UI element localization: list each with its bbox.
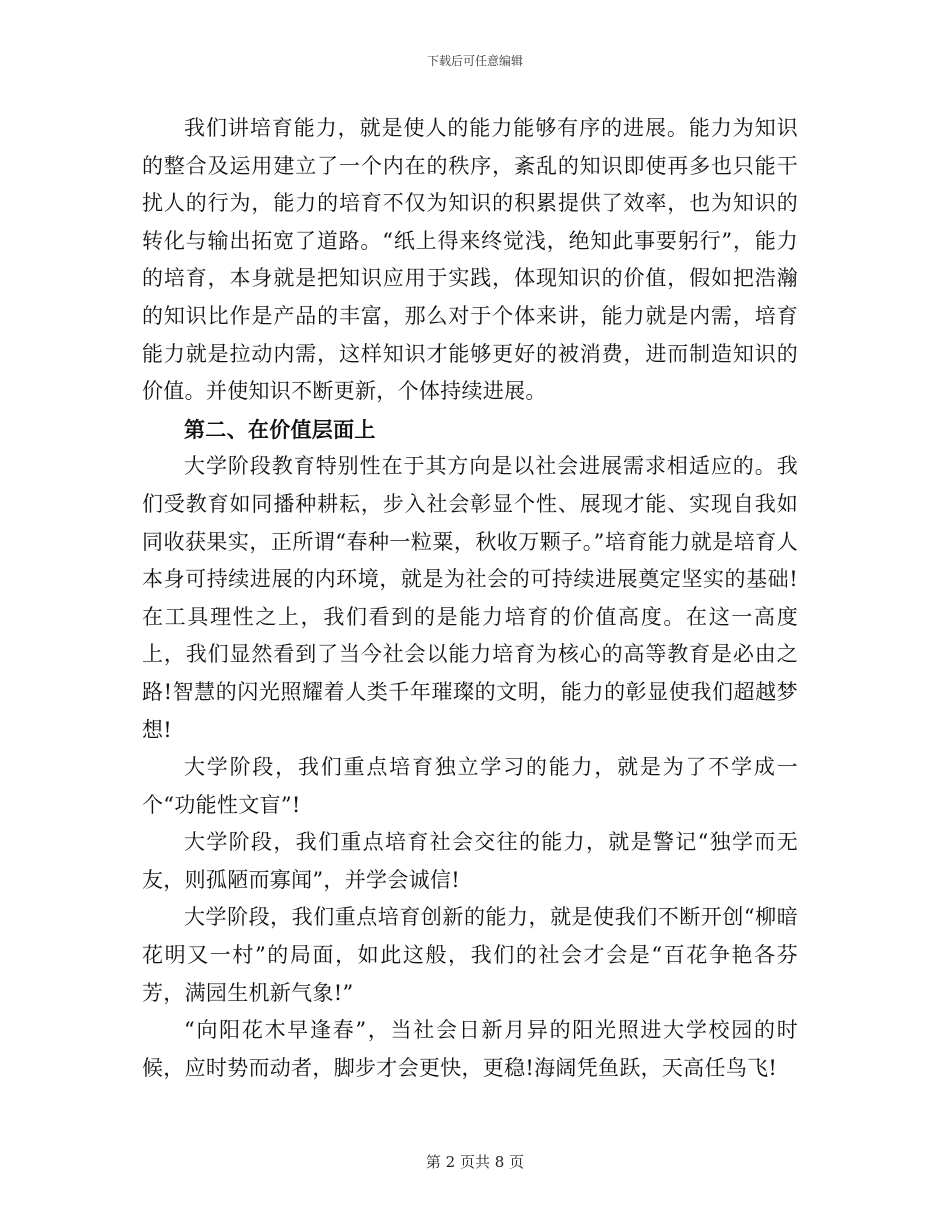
body-paragraph: 我们讲培育能力，就是使人的能力能够有序的进展。能力为知识的整合及运用建立了一个内在的秩序，紊乱的知识即使再多也只能干扰人的行为，能力的培育不仅为知识的积累提供了效率，也为知识的转化与输出拓宽了道路。“纸上得来终觉浅，绝知此事要躬行”，能力的培育，本身就是把知识应用于实践，体现知识的价值，假如把浩瀚的知识比作是产品的丰富，那么对于个体来讲，能力就是内需，培育能力就是拉动内需，这样知识才能够更好的被消费，进而制造知识的价值。并使知识不断更新，个体持续进展。 [142, 116, 798, 404]
body-paragraph: 大学阶段，我们重点培育创新的能力，就是使我们不断开创“柳暗花明又一村”的局面，如此这般，我们的社会才会是“百花争艳各芬芳，满园生机新气象!” [142, 905, 798, 1005]
page-header: 下载后可任意编辑 [426, 54, 523, 68]
section-heading: 第二、在价值层面上 [184, 416, 376, 442]
document-body [142, 110, 798, 1087]
page-number: 第 2 页共 8 页 [425, 1153, 525, 1171]
body-paragraph: 大学阶段教育特别性在于其方向是以社会进展需求相适应的。我们受教育如同播种耕耘，步入社会彰显个性、展现才能、实现自我如同收获果实，正所谓“春种一粒粟，秋收万颗子。”培育能力就是培育人本身可持续进展的内环境，就是为社会的可持续进展奠定坚实的基础!在工具理性之上，我们看到的是能力培育的价值高度。在这一高度上，我们显然看到了当今社会以能力培育为核心的高等教育是必由之路!智慧的闪光照耀着人类千年璀璨的文明，能力的彰显使我们超越梦想! [142, 454, 798, 742]
body-paragraph: 大学阶段，我们重点培育独立学习的能力，就是为了不学成一个“功能性文盲”! [142, 755, 798, 817]
body-paragraph: 大学阶段，我们重点培育社会交往的能力，就是警记“独学而无友，则孤陋而寡闻”，并学会诚信! [142, 830, 798, 892]
body-paragraph: “向阳花木早逢春”，当社会日新月异的阳光照进大学校园的时候，应时势而动者，脚步才会更快，更稳!海阔凭鱼跃，天高任鸟飞! [142, 1018, 798, 1080]
